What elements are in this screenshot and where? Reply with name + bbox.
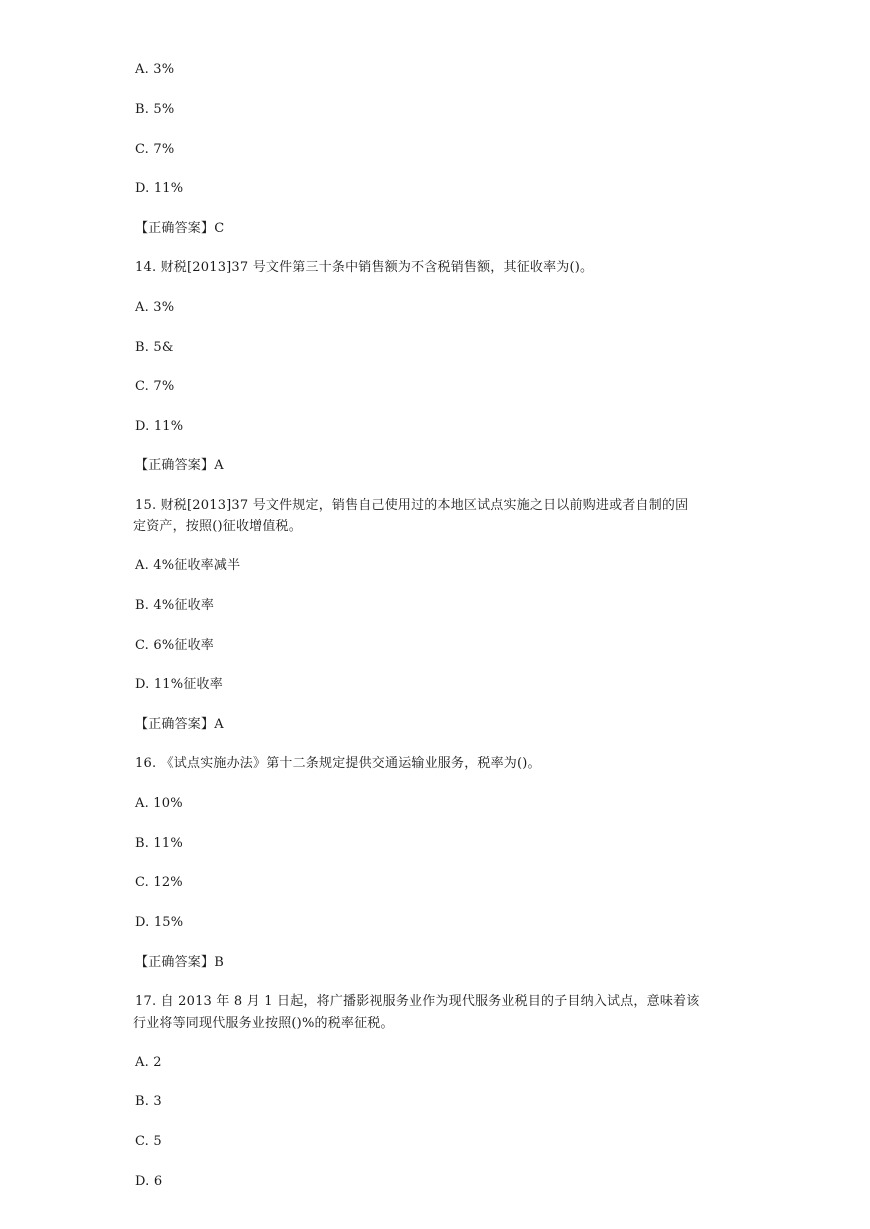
option-a: A. 10%	[135, 796, 183, 811]
option-a: A. 4%征收率减半	[135, 558, 241, 573]
option-b: B. 3	[135, 1094, 162, 1109]
option-d: D. 15%	[135, 915, 184, 930]
correct-answer: 【正确答案】A	[135, 717, 224, 732]
option-c: C. 5	[135, 1134, 162, 1149]
option-d: D. 11%	[135, 419, 184, 434]
option-b: B. 5&	[135, 340, 174, 355]
option-c: C. 12%	[135, 875, 183, 890]
option-b: B. 5%	[135, 102, 175, 117]
option-c: C. 7%	[135, 142, 175, 157]
question-14: 14. 财税[2013]37 号文件第三十条中销售额为不含税销售额，其征收率为()。	[135, 260, 594, 275]
correct-answer: 【正确答案】A	[135, 458, 224, 473]
option-d: D. 11%征收率	[135, 677, 223, 692]
correct-answer: 【正确答案】C	[135, 221, 225, 236]
option-b: B. 11%	[135, 836, 183, 851]
option-d: D. 11%	[135, 181, 184, 196]
option-a: A. 3%	[135, 62, 175, 77]
question-15-line-2: 定资产，按照()征收增值税。	[133, 519, 302, 534]
correct-answer: 【正确答案】B	[135, 955, 224, 970]
option-a: A. 3%	[135, 300, 175, 315]
question-17-line-1: 17. 自 2013 年 8 月 1 日起，将广播影视服务业作为现代服务业税目的子目纳入试点，意味着该	[135, 994, 700, 1009]
question-15-line-1: 15. 财税[2013]37 号文件规定，销售自己使用过的本地区试点实施之日以前购进或者自制的固	[135, 498, 689, 513]
question-16: 16. 《试点实施办法》第十二条规定提供交通运输业服务，税率为()。	[135, 756, 541, 771]
option-c: C. 6%征收率	[135, 638, 214, 653]
option-d: D. 6	[135, 1174, 163, 1189]
option-c: C. 7%	[135, 379, 175, 394]
option-b: B. 4%征收率	[135, 598, 215, 613]
question-17-line-2: 行业将等同现代服务业按照()%的税率征税。	[133, 1016, 394, 1031]
option-a: A. 2	[135, 1055, 162, 1070]
